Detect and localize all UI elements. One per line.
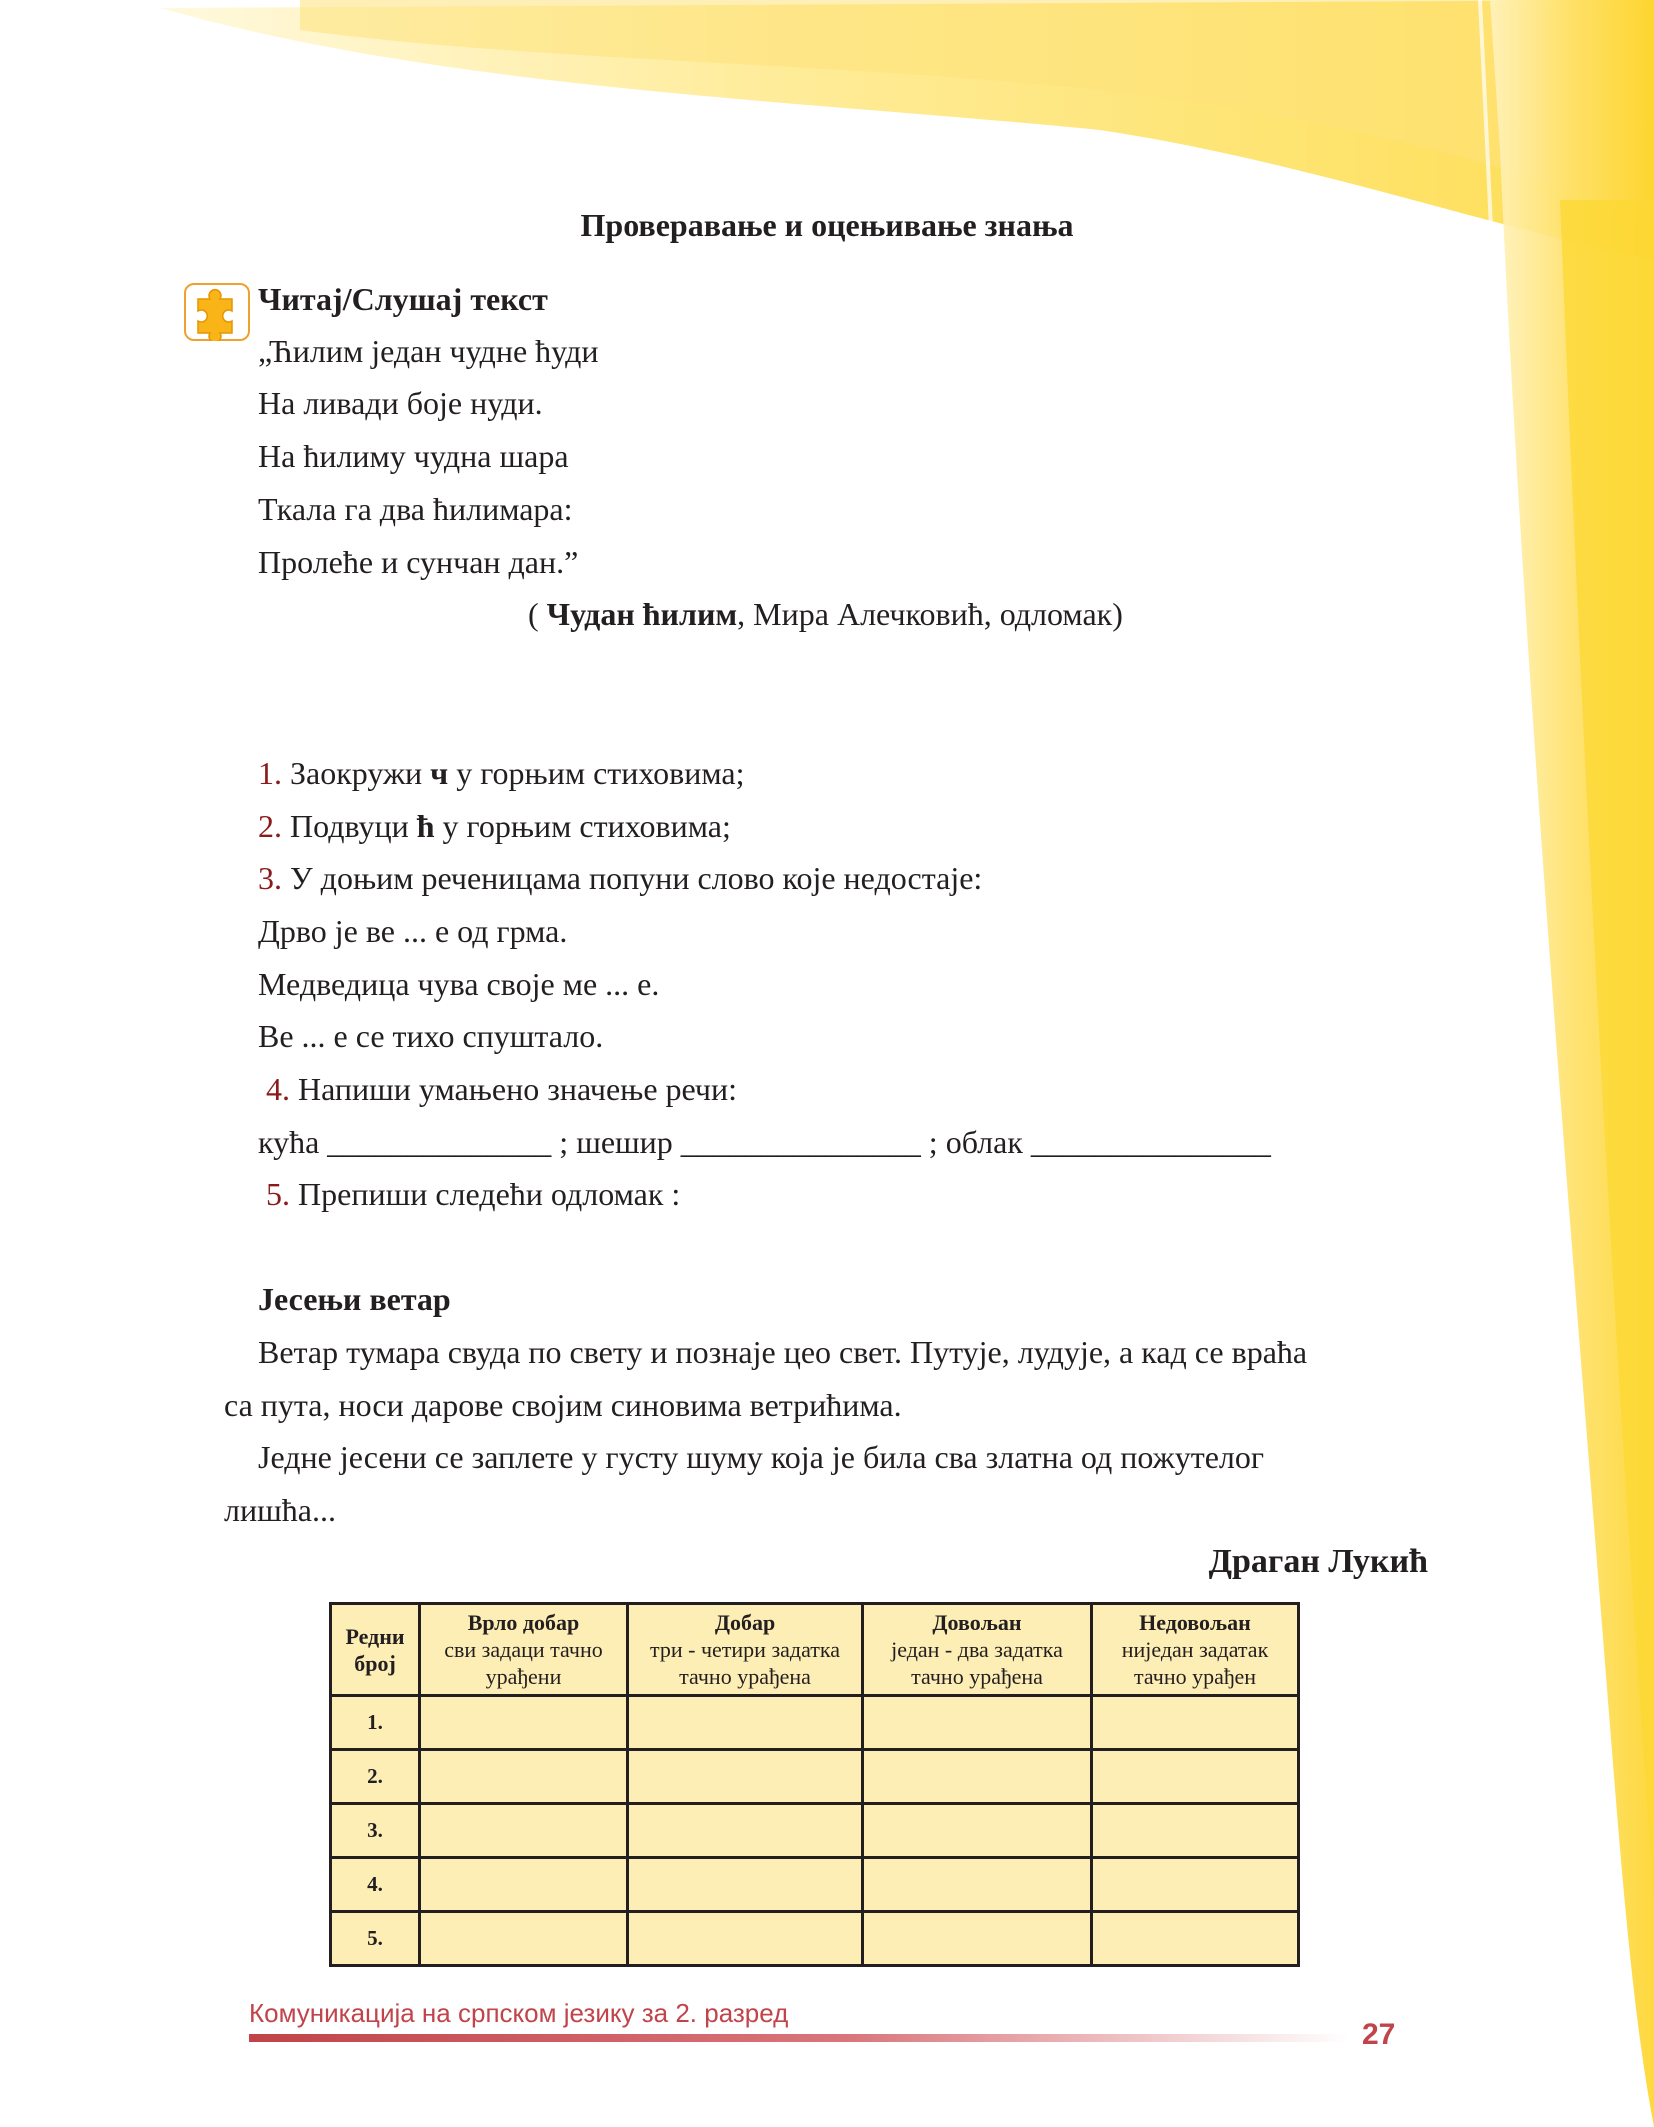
column-header-number	[331, 1604, 420, 1696]
section-heading: Читај/Слушај текст	[258, 281, 548, 317]
excerpt-line: Ветар тумара свуда по свету и познаје цео свет. Путује, лудује, а кад се враћа	[258, 1334, 1308, 1370]
excerpt-title: Јесењи ветар	[258, 1281, 451, 1317]
table-cell[interactable]	[863, 1696, 1092, 1750]
page-number: 27	[1362, 2018, 1396, 2051]
task-number: 3.	[258, 860, 282, 896]
row-number: 4.	[331, 1858, 420, 1912]
task-number: 5.	[266, 1176, 290, 1212]
footer-divider	[249, 2034, 1349, 2042]
poem-line: На ћилиму чудна шара	[258, 438, 569, 474]
task-sentence: Ве ... е се тихо спуштало.	[258, 1018, 604, 1054]
table-cell[interactable]	[1092, 1912, 1299, 1966]
poem-line: Пролеће и сунчан дан.”	[258, 544, 579, 580]
table-row	[331, 1804, 1299, 1858]
task-text: У доњим реченицама попуни слово које недостаје:	[282, 860, 983, 896]
footer-book-title: Комуникација на српском језику за 2. разред	[249, 1998, 789, 2028]
table-cell[interactable]	[420, 1750, 628, 1804]
table-cell[interactable]	[863, 1750, 1092, 1804]
task-2	[258, 808, 731, 845]
row-number: 1.	[331, 1696, 420, 1750]
grade-name: Довољан	[932, 1610, 1022, 1635]
column-header-grade	[863, 1604, 1092, 1696]
table-cell[interactable]	[628, 1804, 863, 1858]
grade-criteria: урађени	[485, 1664, 562, 1689]
task-letter: ћ	[416, 808, 435, 844]
table-cell[interactable]	[1092, 1696, 1299, 1750]
task-number: 4.	[266, 1071, 290, 1107]
poem-attribution	[528, 596, 1123, 633]
column-header-grade	[420, 1604, 628, 1696]
table-cell[interactable]	[420, 1696, 628, 1750]
table-row	[331, 1696, 1299, 1750]
attribution-open: (	[528, 596, 547, 632]
task-text: Препиши следећи одломак :	[290, 1176, 681, 1212]
task-letter: ч	[430, 755, 449, 791]
column-header-grade	[1092, 1604, 1299, 1696]
row-number: 2.	[331, 1750, 420, 1804]
excerpt-line: Једне јесени се заплете у густу шуму која је била сва златна од пожутелог	[258, 1439, 1264, 1475]
table-cell[interactable]	[863, 1804, 1092, 1858]
poem-line: На ливади боје нуди.	[258, 385, 543, 421]
task-4	[266, 1071, 737, 1108]
grade-criteria: три - четири задатка	[649, 1637, 841, 1662]
task-3	[258, 860, 982, 897]
poem-line: „Ћилим један чудне ћуди	[258, 333, 599, 369]
grade-name: Врло добар	[467, 1610, 580, 1635]
excerpt-author: Драган Лукић	[1208, 1543, 1428, 1580]
column-header-grade	[628, 1604, 863, 1696]
table-cell[interactable]	[1092, 1858, 1299, 1912]
row-number: 5.	[331, 1912, 420, 1966]
task-4-blanks: кућа ______________ ; шешир _______________ ; облак _______________	[258, 1124, 1271, 1160]
grade-criteria: сви задаци тачно	[444, 1637, 603, 1662]
table-cell[interactable]	[628, 1750, 863, 1804]
task-text: у горњим стиховима;	[448, 755, 745, 791]
task-text: Заокружи	[282, 755, 431, 791]
task-sentence: Медведица чува своје ме ... е.	[258, 966, 660, 1002]
table-cell[interactable]	[1092, 1750, 1299, 1804]
table-row	[331, 1750, 1299, 1804]
task-text: Напиши умањено значење речи:	[290, 1071, 738, 1107]
task-sentence: Дрво је ве ... е од грма.	[258, 913, 568, 949]
table-cell[interactable]	[863, 1858, 1092, 1912]
attribution-rest: , Мира Алечковић, одломак)	[737, 596, 1123, 632]
task-text: у горњим стиховима;	[434, 808, 731, 844]
table-cell[interactable]	[420, 1804, 628, 1858]
excerpt-line: са пута, носи дарове својим синовима ветрићима.	[224, 1387, 902, 1423]
grade-criteria: тачно урађена	[679, 1664, 811, 1689]
task-5	[266, 1176, 680, 1213]
table-cell[interactable]	[628, 1912, 863, 1966]
task-text: Подвуци	[282, 808, 417, 844]
grade-criteria: тачно урађена	[911, 1664, 1043, 1689]
table-cell[interactable]	[420, 1858, 628, 1912]
page-title: Проверавање и оцењивање знања	[580, 207, 1074, 243]
table-cell[interactable]	[420, 1912, 628, 1966]
task-number: 2.	[258, 808, 282, 844]
table-cell[interactable]	[628, 1696, 863, 1750]
grade-name: Добар	[714, 1610, 776, 1635]
poem-line: Ткала га два ћилимара:	[258, 491, 573, 527]
table-header-row	[331, 1604, 1299, 1696]
task-1	[258, 755, 745, 792]
table-row	[331, 1912, 1299, 1966]
grade-criteria: ниједан задатак	[1121, 1637, 1269, 1662]
excerpt-line: лишћа...	[224, 1492, 336, 1528]
row-number: 3.	[331, 1804, 420, 1858]
grade-criteria: тачно урађен	[1133, 1664, 1257, 1689]
header-line: Редни	[345, 1623, 405, 1649]
table-cell[interactable]	[863, 1912, 1092, 1966]
grade-name: Недовољан	[1139, 1610, 1251, 1635]
puzzle-icon	[184, 283, 250, 341]
table-cell[interactable]	[628, 1858, 863, 1912]
header-line: број	[354, 1650, 396, 1676]
task-number: 1.	[258, 755, 282, 791]
grading-table	[329, 1602, 1300, 1967]
table-row	[331, 1858, 1299, 1912]
table-cell[interactable]	[1092, 1804, 1299, 1858]
grade-criteria: један - два задатка	[891, 1637, 1063, 1662]
attribution-work: Чудан ћилим	[546, 596, 738, 632]
